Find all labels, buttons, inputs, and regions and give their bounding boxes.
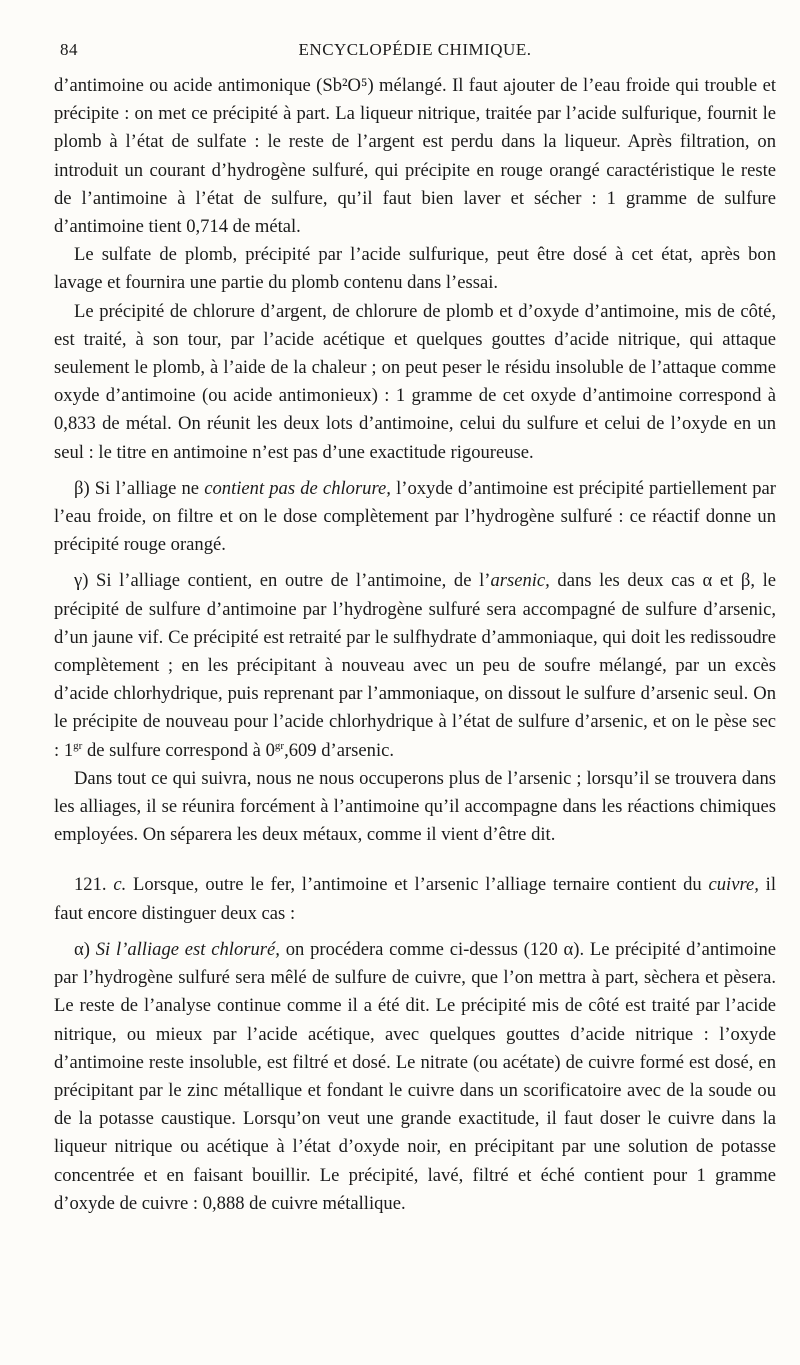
text-span: de sulfure correspond à 0: [82, 739, 275, 761]
italic-span: cuivre,: [708, 874, 759, 896]
paragraph: Dans tout ce qui suivra, nous ne nous occuperons plus de l’arsenic ; lorsqu’il se trouvera dans les alliages, il se réunira forcément à l’antimoine qu’il accompagne dans les réactions chimiques employées. On séparera les deux métaux, comme il vient d’être dit.: [54, 767, 776, 846]
superscript: gr: [73, 739, 83, 752]
text-span: on procédera comme ci-dessus (120 α). Le précipité d’antimoine par l’hydrogène sulfuré sera mêlé de sulfure de cuivre, que l’on mettra à part, sèchera et pèsera. Le reste de l’analyse continue comme il a été dit. Le précipité mis de côté est traité par l’acide nitrique, ou mieux par l’acide acétique, avec quelques gouttes d’acide nitrique : l’oxyde d’antimoine reste insoluble, est filtré et dosé. Le nitrate (ou acétate) de cuivre formé est dosé, en précipitant par le zinc métallique et fondant le cuivre dans un scorificatoire avec de la soude ou de la potasse caustique. Lorsqu’on veut une grande exactitude, il faut doser le cuivre dans la liqueur nitrique ou acétique à l’état d’oxyde noir, en précipitant par une solution de potasse concentrée et en faisant bouillir. Le précipité, lavé, filtré et éché contient pour 1 gramme d’oxyde de cuivre : 0,888 de cuivre métallique.: [54, 938, 776, 1214]
body-text: [54, 72, 776, 1218]
italic-span: contient pas de chlorure,: [204, 477, 391, 499]
section-number: 121.: [74, 874, 114, 896]
page-number: 84: [60, 40, 78, 59]
section-121: [54, 871, 776, 927]
paragraph-beta: [54, 475, 776, 560]
text-span: Lorsque, outre le fer, l’antimoine et l’arsenic l’alliage ternaire contient du: [126, 874, 709, 896]
text-span: il faut encore distinguer deux cas :: [54, 874, 777, 924]
italic-span: arsenic,: [490, 570, 550, 592]
paragraph-gamma: [54, 567, 776, 764]
italic-span: Si l’alliage est chloruré,: [95, 938, 280, 960]
running-title: ENCYCLOPÉDIE CHIMIQUE.: [298, 40, 532, 59]
paragraph: d’antimoine ou acide antimonique (Sb²O⁵) mélangé. Il faut ajouter de l’eau froide qui trouble et précipite : on met ce précipité à part. La liqueur nitrique, traitée par l’acide sulfurique, fournit le plomb à l’état de sulfate : le reste de l’argent est perdu dans la liqueur. Après filtration, on introduit un courant d’hydrogène sulfuré, qui précipite en rouge orangé caractéristique le reste de l’antimoine à l’état de sulfure, qu’il faut bien laver et sécher : 1 gramme de sulfure d’antimoine tient 0,714 de métal.: [54, 75, 776, 238]
text-span: β) Si l’alliage ne: [74, 477, 205, 499]
paragraph: Le sulfate de plomb, précipité par l’acide sulfurique, peut être dosé à cet état, après bon lavage et fournira une partie du plomb contenu dans l’essai.: [54, 244, 776, 294]
paragraph: Le précipité de chlorure d’argent, de chlorure de plomb et d’oxyde d’antimoine, mis de côté, est traité, à son tour, par l’acide acétique et quelques gouttes d’acide nitrique, qui attaque seulement le plomb, à l’aide de la chaleur ; on peut peser le résidu insoluble de l’attaque comme oxyde d’antimoine (ou acide antimonieux) : 1 gramme de cet oxyde d’antimoine correspond à 0,833 de métal. On réunit les deux lots d’antimoine, celui du sulfure et celui de l’oxyde en un seul : le titre en antimoine n’est pas d’une exactitude rigoureuse.: [54, 300, 776, 463]
superscript: gr: [274, 739, 285, 752]
text-span: ,609 d’arsenic.: [284, 739, 395, 761]
text-span: dans les deux cas α et β, le précipité de sulfure d’antimoine par l’hydrogène sulfuré sera accompagné de sulfure d’arsenic, d’un jaune vif. Ce précipité est retraité par le sulfhydrate d’ammoniaque, qui doit les redissoudre complètement ; en les précipitant à nouveau avec un peu de soufre mélangé, par un excès d’acide chlorhydrique, puis reprenant par l’ammoniaque, on dissout le sulfure d’arsenic seul. On le précipite de nouveau pour l’acide chlorhydrique à l’état de sulfure d’arsenic, et on le pèse sec : 1: [54, 570, 777, 761]
paragraph-alpha: [54, 936, 776, 1218]
page-header: [54, 40, 776, 72]
italic-span: c.: [113, 874, 127, 896]
text-span: γ) Si l’alliage contient, en outre de l’antimoine, de l’: [74, 570, 491, 592]
text-span: l’oxyde d’antimoine est précipité partiellement par l’eau froide, on filtre et on le dose complètement par l’hydrogène sulfuré : ce réactif donne un précipité rouge orangé.: [54, 477, 776, 556]
text-span: α): [74, 938, 96, 960]
